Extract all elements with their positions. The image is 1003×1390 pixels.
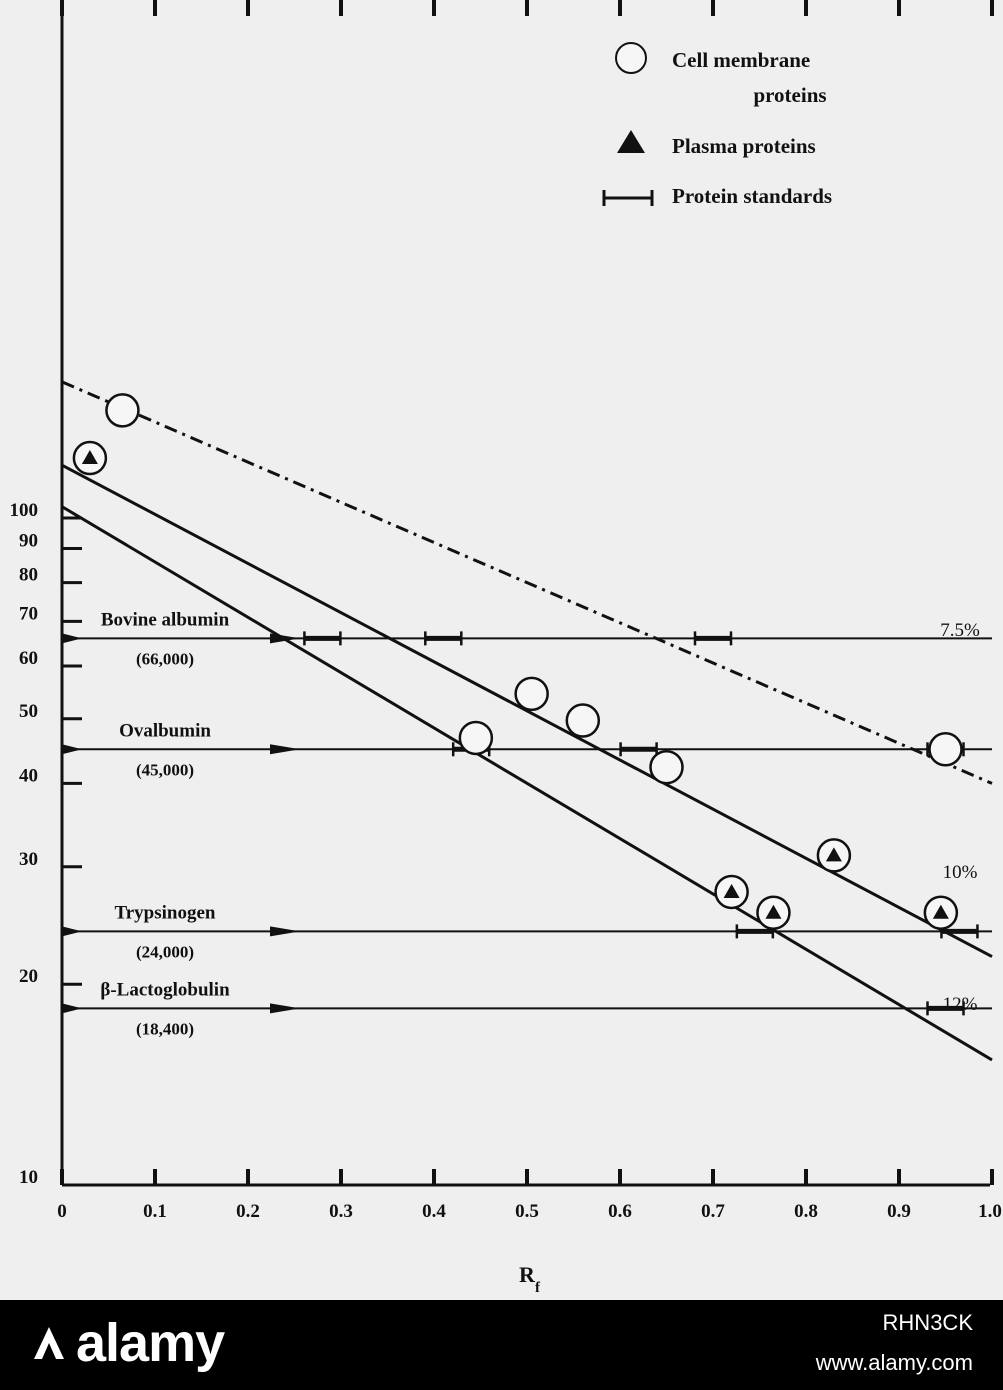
standard-arrow-icon — [270, 926, 300, 936]
legend-plasma-label: Plasma proteins — [672, 134, 816, 158]
x-tick-label: 0.7 — [701, 1201, 725, 1222]
standard-arrow-icon — [62, 1003, 82, 1013]
standard-mw-label: (24,000) — [135, 942, 195, 962]
cell-membrane-point — [460, 722, 492, 754]
brand-logo-icon — [28, 1323, 70, 1365]
y-tick-label: 90 — [19, 530, 38, 552]
x-axis-label: R — [519, 1262, 535, 1287]
standard-arrow-icon — [62, 744, 82, 754]
y-tick-label: 80 — [19, 564, 38, 586]
x-tick-label: 0.2 — [236, 1201, 260, 1222]
x-tick-label: 0.3 — [329, 1201, 353, 1222]
legend-circle-icon — [616, 43, 646, 73]
standard-mw-label: (18,400) — [135, 1019, 195, 1039]
legend-cell-label: Cell membrane — [672, 48, 811, 72]
x-tick-label: 0 — [57, 1201, 67, 1222]
series-line-10pct — [62, 465, 992, 956]
series-line-12pct — [62, 507, 992, 1060]
y-tick-label: 100 — [9, 500, 38, 521]
x-tick-label: 0.6 — [608, 1201, 632, 1222]
y-tick-label: 30 — [19, 848, 38, 870]
watermark-strip — [0, 1300, 1003, 1390]
standard-name: Trypsinogen — [114, 902, 216, 924]
standard-mw-label: (66,000) — [135, 649, 195, 669]
watermark-brand-text: alamy — [76, 1313, 225, 1373]
standard-arrow-icon — [62, 633, 82, 643]
y-tick-label: 60 — [19, 647, 38, 669]
gel-percent-label: 12% — [942, 994, 978, 1015]
x-axis-label-subscript: f — [535, 1280, 540, 1296]
standard-arrow-icon — [270, 744, 300, 754]
cell-membrane-point — [516, 678, 548, 710]
watermark-stock-id: RHN3CK — [882, 1310, 973, 1335]
cell-membrane-point — [651, 751, 683, 783]
standard-mw-label: (45,000) — [135, 760, 195, 780]
y-tick-label: 50 — [19, 700, 38, 722]
cell-membrane-point — [106, 394, 138, 426]
y-tick-label: 70 — [19, 603, 38, 625]
standard-arrow-icon — [270, 1003, 300, 1013]
x-tick-label: 0.4 — [422, 1201, 446, 1222]
gel-percent-label: 10% — [942, 862, 978, 883]
cell-membrane-point — [930, 733, 962, 765]
x-tick-label: 0.5 — [515, 1201, 539, 1222]
gel-percent-label: 7.5% — [940, 620, 980, 641]
standard-name: Ovalbumin — [119, 720, 211, 742]
standard-name: β-Lactoglobulin — [100, 979, 230, 1001]
x-tick-label: 0.8 — [794, 1201, 818, 1222]
x-tick-label: 0.1 — [143, 1201, 167, 1222]
cell-membrane-point — [567, 705, 599, 737]
standard-name: Bovine albumin — [100, 609, 230, 631]
standard-arrow-icon — [62, 926, 82, 936]
legend-cell-label-2: proteins — [753, 83, 827, 107]
x-tick-label: 0.9 — [887, 1201, 911, 1222]
watermark-url: www.alamy.com — [815, 1350, 973, 1375]
y-tick-label: 40 — [19, 765, 38, 787]
legend-standards-label: Protein standards — [672, 184, 833, 208]
legend-triangle-icon — [617, 130, 645, 153]
y-tick-label: 20 — [19, 966, 38, 988]
watermark-brand — [28, 1312, 224, 1374]
x-tick-label: 1.0 — [978, 1201, 1002, 1222]
y-tick-label: 10 — [19, 1167, 38, 1188]
